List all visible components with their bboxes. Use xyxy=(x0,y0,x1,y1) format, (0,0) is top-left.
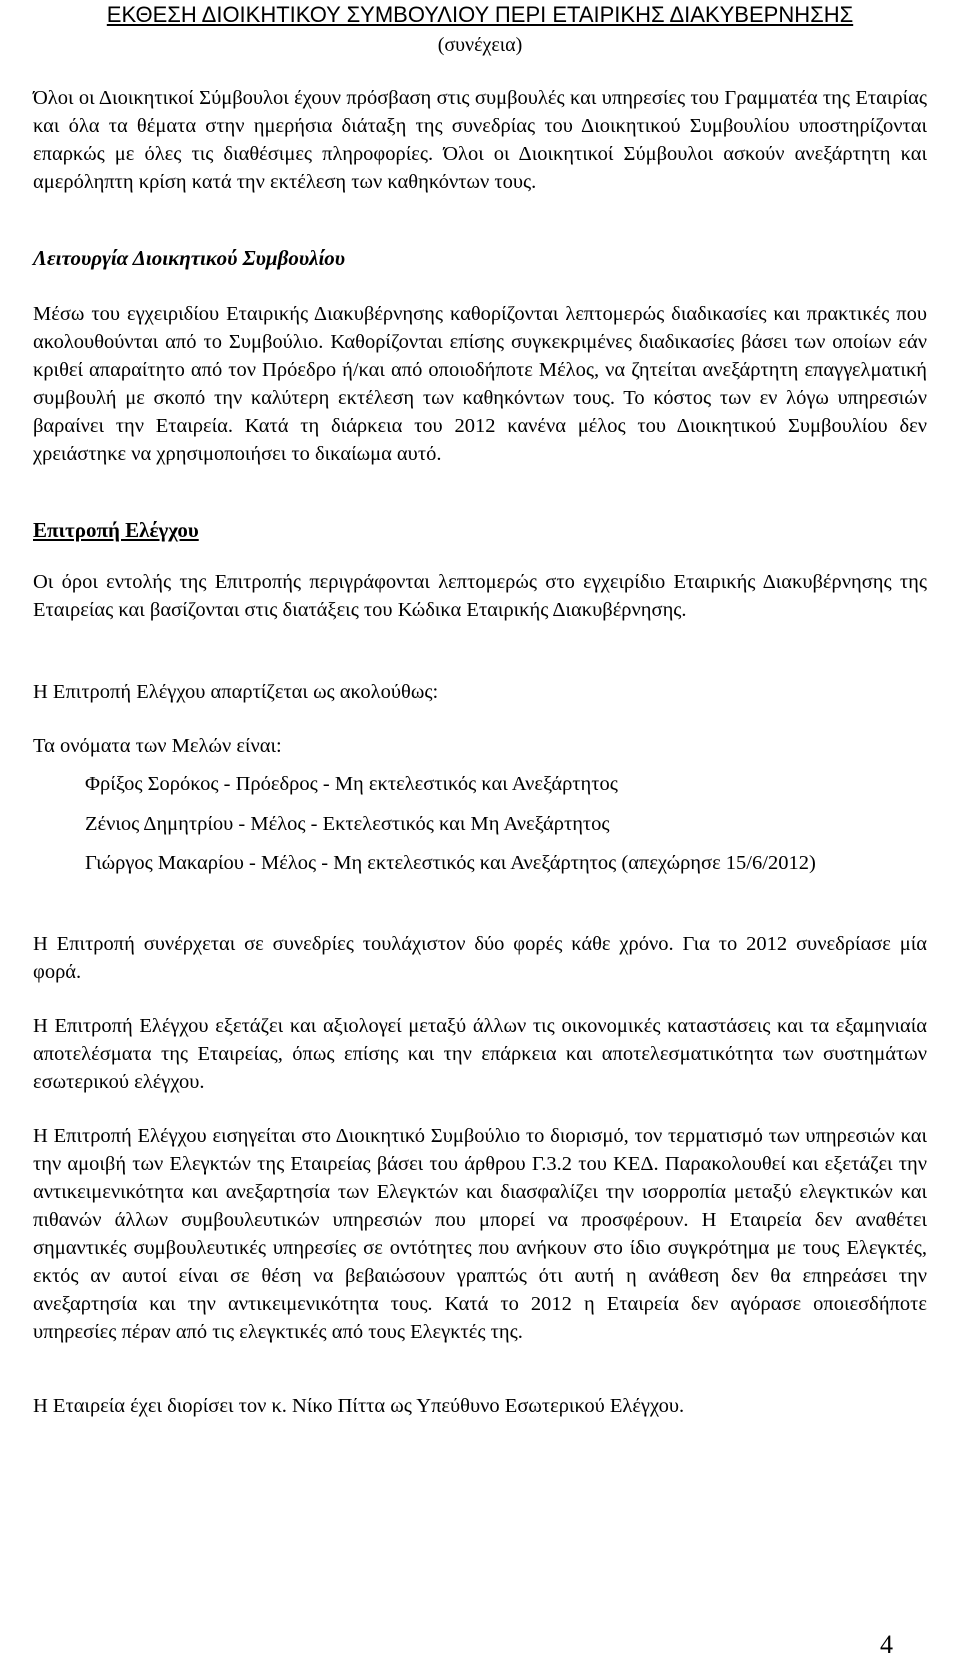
review-paragraph: Η Επιτροπή Ελέγχου εξετάζει και αξιολογεί μεταξύ άλλων τις οικονομικές καταστάσεις και τα εξαμηνιαία αποτελέσματα της Εταιρείας, όπως επίσης και την επάρκεια και αποτελεσματικότητα των συστημάτων εσωτερικού ελέγχου. xyxy=(33,1015,927,1093)
members-intro: Τα ονόματα των Μελών είναι: xyxy=(33,735,282,757)
audit-committee-terms: Οι όροι εντολής της Επιτροπής περιγράφονται λεπτομερώς στο εγχειρίδιο Εταιρικής Διακυβέρνησης της Εταιρείας και βασίζονται στις διατάξεις του Κώδικα Εταιρικής Διακυβέρνησης. xyxy=(33,571,927,621)
audit-committee-composition: Η Επιτροπή Ελέγχου απαρτίζεται ως ακολούθως: xyxy=(33,681,439,703)
report-subtitle: (συνέχεια) xyxy=(437,34,523,56)
member-item-executive: Ζένιος Δημητρίου - Μέλος - Εκτελεστικός και Μη Ανεξάρτητος xyxy=(85,813,610,835)
board-operation-heading: Λειτουργία Διοικητικού Συμβουλίου xyxy=(33,246,346,270)
audit-committee-heading: Επιτροπή Ελέγχου xyxy=(33,518,199,542)
page-number: 4 xyxy=(880,1630,893,1659)
auditors-paragraph: Η Επιτροπή Ελέγχου εισηγείται στο Διοικητικό Συμβούλιο το διορισμό, τον τερματισμό των υπηρεσιών και την αμοιβή των Ελεγκτών της Εταιρείας βάσει του άρθρου Γ.3.2 του ΚΕΔ. Παρακολουθεί και εξετάζει την αντικειμενικότητα και ανεξαρτησία των Ελεγκτών και διασφαλίζει την ισορροπία μεταξύ ελεγκτικών και πιθανών άλλων συμβουλευτικών υπηρεσιών που μπορεί να προσφέρουν. Η Εταιρεία δεν αναθέτει σημαντικές συμβουλευτικές υπηρεσίες σε οντότητες που ανήκουν στο ίδιο συγκρότημα με τους Ελεγκτές, εκτός αν αυτοί είναι σε θέση να βεβαιώσουν γραπτώς ότι αυτή η ανάθεση δεν θα επηρεάσει την ανεξαρτησία και την αντικειμενικότητα τους. Κατά το 2012 η Εταιρεία δεν αγόρασε οποιεσδήποτε υπηρεσίες πέραν από τις ελεγκτικές από τους Ελεγκτές της. xyxy=(33,1125,927,1343)
internal-audit-paragraph: Η Εταιρεία έχει διορίσει τον κ. Νίκο Πίττα ως Υπεύθυνο Εσωτερικού Ελέγχου. xyxy=(33,1395,685,1417)
report-title: ΕΚΘΕΣΗ ΔΙΟΙΚΗΤΙΚΟΥ ΣΥΜΒΟΥΛΙΟΥ ΠΕΡΙ ΕΤΑΙΡΙΚΗΣ ΔΙΑΚΥΒΕΡΝΗΣΗΣ xyxy=(106,2,854,27)
meetings-paragraph: Η Επιτροπή συνέρχεται σε συνεδρίες τουλάχιστον δύο φορές κάθε χρόνο. Για το 2012 συνεδρίασε μία φορά. xyxy=(33,933,927,983)
board-operation-paragraph: Μέσω του εγχειριδίου Εταιρικής Διακυβέρνησης καθορίζονται λεπτομερώς διαδικασίες και πρακτικές που ακολουθούνται από το Συμβούλιο. Καθορίζονται επίσης συγκεκριμένες διαδικασίες βάσει των οποίων εάν κριθεί απαραίτητο από τον Πρόεδρο ή/και από οποιοδήποτε Μέλος, να ζητείται ανεξάρτητη επαγγελματική συμβουλή με σκοπό την καλύτερη εκτέλεση των καθηκόντων τους. Το κόστος των εν λόγω υπηρεσιών βαραίνει την Εταιρεία. Κατά τη διάρκεια του 2012 κανένα μέλος του Διοικητικού Συμβουλίου δεν χρειάστηκε να χρησιμοποιήσει το δικαίωμα αυτό. xyxy=(33,303,927,465)
intro-paragraph: Όλοι οι Διοικητικοί Σύμβουλοι έχουν πρόσβαση στις συμβουλές και υπηρεσίες του Γραμματέα της Εταιρίας και όλα τα θέματα στην ημερήσια διάταξη της συνεδρίας του Διοικητικού Συμβουλίου υποστηρίζονται επαρκώς με όλες τις διαθέσιμες πληροφορίες. Όλοι οι Διοικητικοί Σύμβουλοι ασκούν ανεξάρτητη και αμερόληπτη κρίση κατά την εκτέλεση των καθηκόντων τους. xyxy=(33,87,927,193)
member-item-chairman: Φρίξος Σορόκος - Πρόεδρος - Μη εκτελεστικός και Ανεξάρτητος xyxy=(85,773,618,795)
member-item-resigned: Γιώργος Μακαρίου - Μέλος - Μη εκτελεστικός και Ανεξάρτητος (απεχώρησε 15/6/2012) xyxy=(85,852,816,874)
